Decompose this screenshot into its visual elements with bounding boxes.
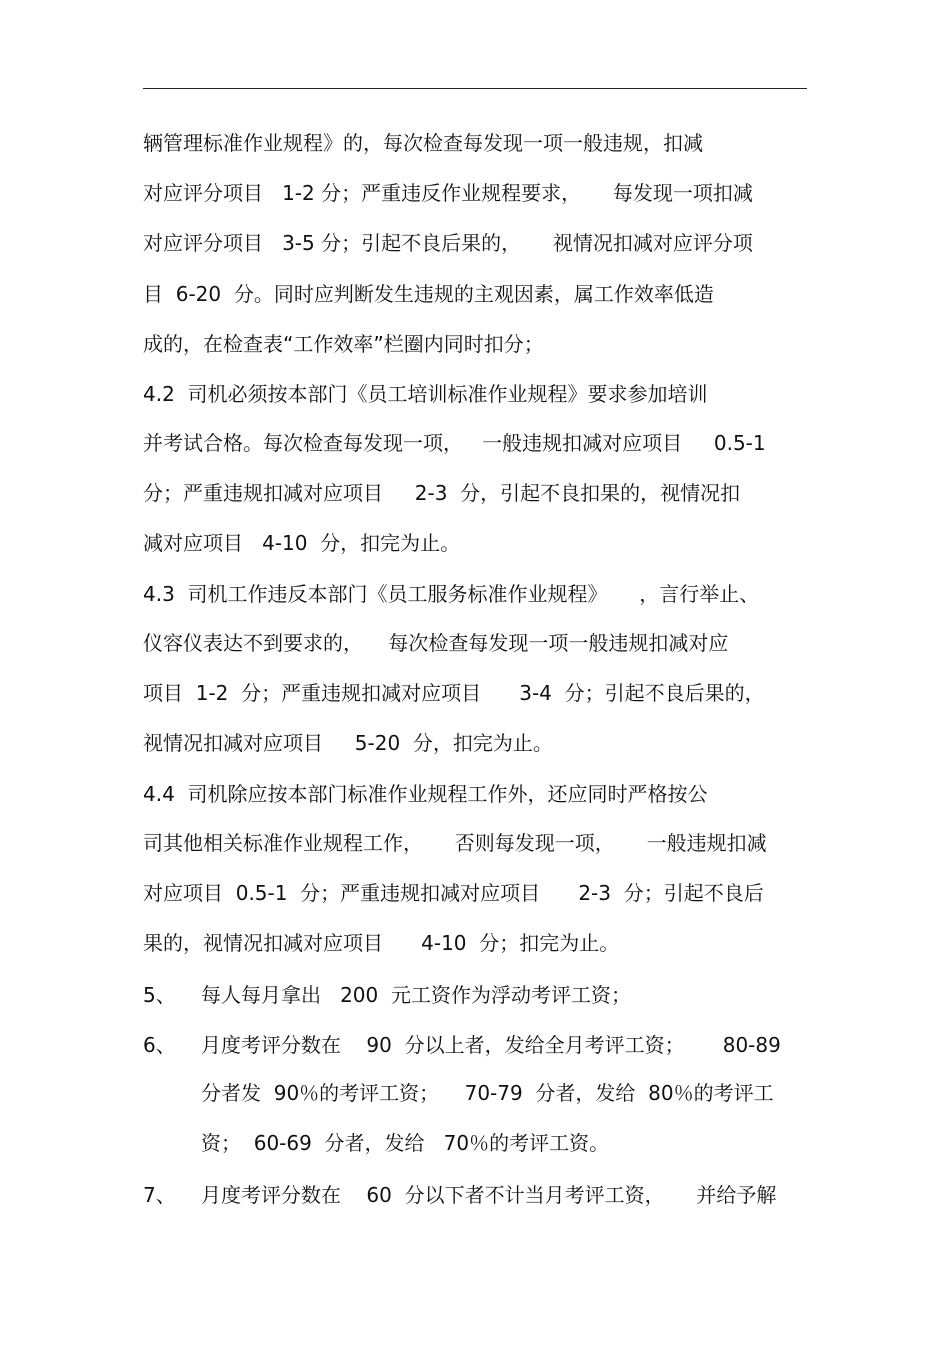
text-line: 4.4 司机除应按本部门标准作业规程工作外，还应同时严格按公: [143, 782, 708, 806]
text-line: 辆管理标准作业规程》的，每次检查每发现一项一般违规，扣减: [143, 131, 703, 155]
text-line: 司其他相关标准作业规程工作， 否则每发现一项， 一般违规扣减: [143, 831, 767, 855]
text-line: 资； 60-69 分者，发给 70％的考评工资。: [201, 1131, 610, 1155]
text-line: 仪容仪表达不到要求的， 每次检查每发现一项一般违规扣减对应: [143, 631, 729, 655]
text-line: 成的，在检查表“工作效率”栏圈内同时扣分；: [143, 332, 544, 356]
text-line: 分；严重违规扣减对应项目 2-3 分，引起不良扣果的，视情况扣: [143, 481, 741, 505]
text-line: 分者发 90％的考评工资； 70-79 分者，发给 80％的考评工: [201, 1081, 774, 1105]
text-line: 4.2 司机必须按本部门《员工培训标准作业规程》要求参加培训: [143, 382, 708, 406]
text-line: 对应评分项目 3-5 分；引起不良后果的， 视情况扣减对应评分项: [143, 231, 753, 255]
text-line: 每人每月拿出 200 元工资作为浮动考评工资；: [201, 983, 631, 1007]
list-number: 7、: [143, 1183, 176, 1207]
text-line: 果的，视情况扣减对应项目 4-10 分；扣完为止。: [143, 931, 620, 955]
text-line: 视情况扣减对应项目 5-20 分，扣完为止。: [143, 731, 553, 755]
text-line: 4.3 司机工作违反本部门《员工服务标准作业规程》 ，言行举止、: [143, 582, 760, 606]
header-rule: [143, 88, 807, 89]
text-line: 月度考评分数在 60 分以下者不计当月考评工资， 并给予解: [201, 1183, 777, 1207]
text-line: 目 6-20 分。同时应判断发生违规的主观因素，属工作效率低造: [143, 282, 714, 306]
text-line: 对应评分项目 1-2 分；严重违反作业规程要求， 每发现一项扣减: [143, 181, 753, 205]
list-number: 6、: [143, 1033, 176, 1057]
list-number: 5、: [143, 983, 176, 1007]
text-line: 减对应项目 4-10 分，扣完为止。: [143, 531, 461, 555]
text-line: 项目 1-2 分；严重违规扣减对应项目 3-4 分；引起不良后果的，: [143, 681, 765, 705]
text-line: 并考试合格。每次检查每发现一项， 一般违规扣减对应项目 0.5-1: [143, 431, 766, 455]
text-line: 对应项目 0.5-1 分；严重违规扣减对应项目 2-3 分；引起不良后: [143, 881, 764, 905]
text-line: 月度考评分数在 90 分以上者，发给全月考评工资； 80-89: [201, 1033, 781, 1057]
